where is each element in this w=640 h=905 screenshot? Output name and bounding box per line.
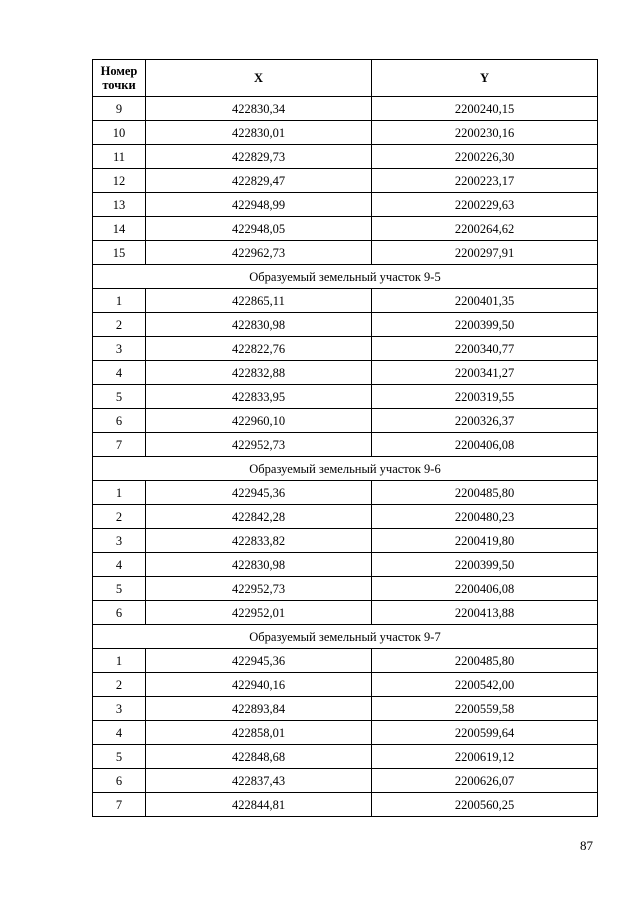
table-row (93, 313, 598, 337)
x-cell: 422829,47 (146, 169, 372, 193)
y-cell: 2200341,27 (372, 361, 598, 385)
page-number: 87 (580, 838, 593, 853)
point-number-cell: 4 (93, 553, 146, 577)
table-row (93, 769, 598, 793)
point-number-cell: 3 (93, 529, 146, 553)
x-cell: 422844,81 (146, 793, 372, 817)
y-cell: 2200406,08 (372, 433, 598, 457)
section-title: Образуемый земельный участок 9-7 (93, 625, 598, 649)
table-row (93, 505, 598, 529)
x-cell: 422893,84 (146, 697, 372, 721)
table-row (93, 169, 598, 193)
x-cell: 422952,01 (146, 601, 372, 625)
table-row (93, 529, 598, 553)
x-cell: 422960,10 (146, 409, 372, 433)
y-cell: 2200319,55 (372, 385, 598, 409)
section-row (93, 625, 598, 649)
y-cell: 2200340,77 (372, 337, 598, 361)
section-row (93, 265, 598, 289)
point-number-cell: 1 (93, 649, 146, 673)
x-cell: 422830,01 (146, 121, 372, 145)
y-cell: 2200264,62 (372, 217, 598, 241)
table-row (93, 193, 598, 217)
point-number-cell: 2 (93, 673, 146, 697)
y-cell: 2200485,80 (372, 481, 598, 505)
point-number-cell: 7 (93, 433, 146, 457)
table-row (93, 481, 598, 505)
table-row (93, 553, 598, 577)
point-number-cell: 9 (93, 97, 146, 121)
point-number-cell: 1 (93, 289, 146, 313)
y-cell: 2200419,80 (372, 529, 598, 553)
y-cell: 2200626,07 (372, 769, 598, 793)
x-cell: 422833,82 (146, 529, 372, 553)
table-row (93, 793, 598, 817)
table-row (93, 433, 598, 457)
table-row (93, 121, 598, 145)
point-number-cell: 6 (93, 601, 146, 625)
x-cell: 422952,73 (146, 577, 372, 601)
y-cell: 2200226,30 (372, 145, 598, 169)
y-cell: 2200297,91 (372, 241, 598, 265)
section-title: Образуемый земельный участок 9-6 (93, 457, 598, 481)
x-cell: 422830,98 (146, 313, 372, 337)
point-number-cell: 5 (93, 577, 146, 601)
x-cell: 422830,98 (146, 553, 372, 577)
table-body (93, 97, 598, 817)
y-cell: 2200559,58 (372, 697, 598, 721)
point-number-cell: 5 (93, 745, 146, 769)
x-cell: 422822,76 (146, 337, 372, 361)
point-number-cell: 15 (93, 241, 146, 265)
y-cell: 2200485,80 (372, 649, 598, 673)
y-cell: 2200399,50 (372, 313, 598, 337)
point-number-cell: 2 (93, 505, 146, 529)
x-cell: 422848,68 (146, 745, 372, 769)
y-cell: 2200399,50 (372, 553, 598, 577)
point-number-cell: 3 (93, 337, 146, 361)
table-row (93, 97, 598, 121)
header-point-number: Номер точки (93, 60, 146, 97)
x-cell: 422842,28 (146, 505, 372, 529)
table-row (93, 385, 598, 409)
x-cell: 422945,36 (146, 481, 372, 505)
section-title: Образуемый земельный участок 9-5 (93, 265, 598, 289)
x-cell: 422837,43 (146, 769, 372, 793)
section-row (93, 457, 598, 481)
point-number-cell: 4 (93, 361, 146, 385)
y-cell: 2200619,12 (372, 745, 598, 769)
header-x: X (146, 60, 372, 97)
table-row (93, 601, 598, 625)
y-cell: 2200401,35 (372, 289, 598, 313)
point-number-cell: 5 (93, 385, 146, 409)
y-cell: 2200229,63 (372, 193, 598, 217)
y-cell: 2200326,37 (372, 409, 598, 433)
table-row (93, 145, 598, 169)
table-row (93, 409, 598, 433)
point-number-cell: 6 (93, 769, 146, 793)
x-cell: 422948,99 (146, 193, 372, 217)
table-row (93, 745, 598, 769)
table-header-row (93, 60, 598, 97)
y-cell: 2200599,64 (372, 721, 598, 745)
y-cell: 2200223,17 (372, 169, 598, 193)
point-number-cell: 12 (93, 169, 146, 193)
table-row (93, 217, 598, 241)
table-row (93, 721, 598, 745)
point-number-cell: 1 (93, 481, 146, 505)
table-row (93, 577, 598, 601)
x-cell: 422833,95 (146, 385, 372, 409)
coordinates-table (92, 59, 598, 817)
y-cell: 2200230,16 (372, 121, 598, 145)
table-row (93, 337, 598, 361)
table-row (93, 673, 598, 697)
x-cell: 422832,88 (146, 361, 372, 385)
point-number-cell: 14 (93, 217, 146, 241)
table-row (93, 289, 598, 313)
y-cell: 2200413,88 (372, 601, 598, 625)
x-cell: 422962,73 (146, 241, 372, 265)
point-number-cell: 4 (93, 721, 146, 745)
y-cell: 2200240,15 (372, 97, 598, 121)
x-cell: 422945,36 (146, 649, 372, 673)
x-cell: 422858,01 (146, 721, 372, 745)
point-number-cell: 13 (93, 193, 146, 217)
x-cell: 422940,16 (146, 673, 372, 697)
x-cell: 422829,73 (146, 145, 372, 169)
x-cell: 422865,11 (146, 289, 372, 313)
point-number-cell: 7 (93, 793, 146, 817)
y-cell: 2200480,23 (372, 505, 598, 529)
point-number-cell: 3 (93, 697, 146, 721)
y-cell: 2200560,25 (372, 793, 598, 817)
y-cell: 2200542,00 (372, 673, 598, 697)
x-cell: 422830,34 (146, 97, 372, 121)
point-number-cell: 11 (93, 145, 146, 169)
y-cell: 2200406,08 (372, 577, 598, 601)
point-number-cell: 2 (93, 313, 146, 337)
point-number-cell: 6 (93, 409, 146, 433)
table-row (93, 697, 598, 721)
table-row (93, 361, 598, 385)
point-number-cell: 10 (93, 121, 146, 145)
x-cell: 422948,05 (146, 217, 372, 241)
table-row (93, 241, 598, 265)
table-row (93, 649, 598, 673)
x-cell: 422952,73 (146, 433, 372, 457)
header-y: Y (372, 60, 598, 97)
